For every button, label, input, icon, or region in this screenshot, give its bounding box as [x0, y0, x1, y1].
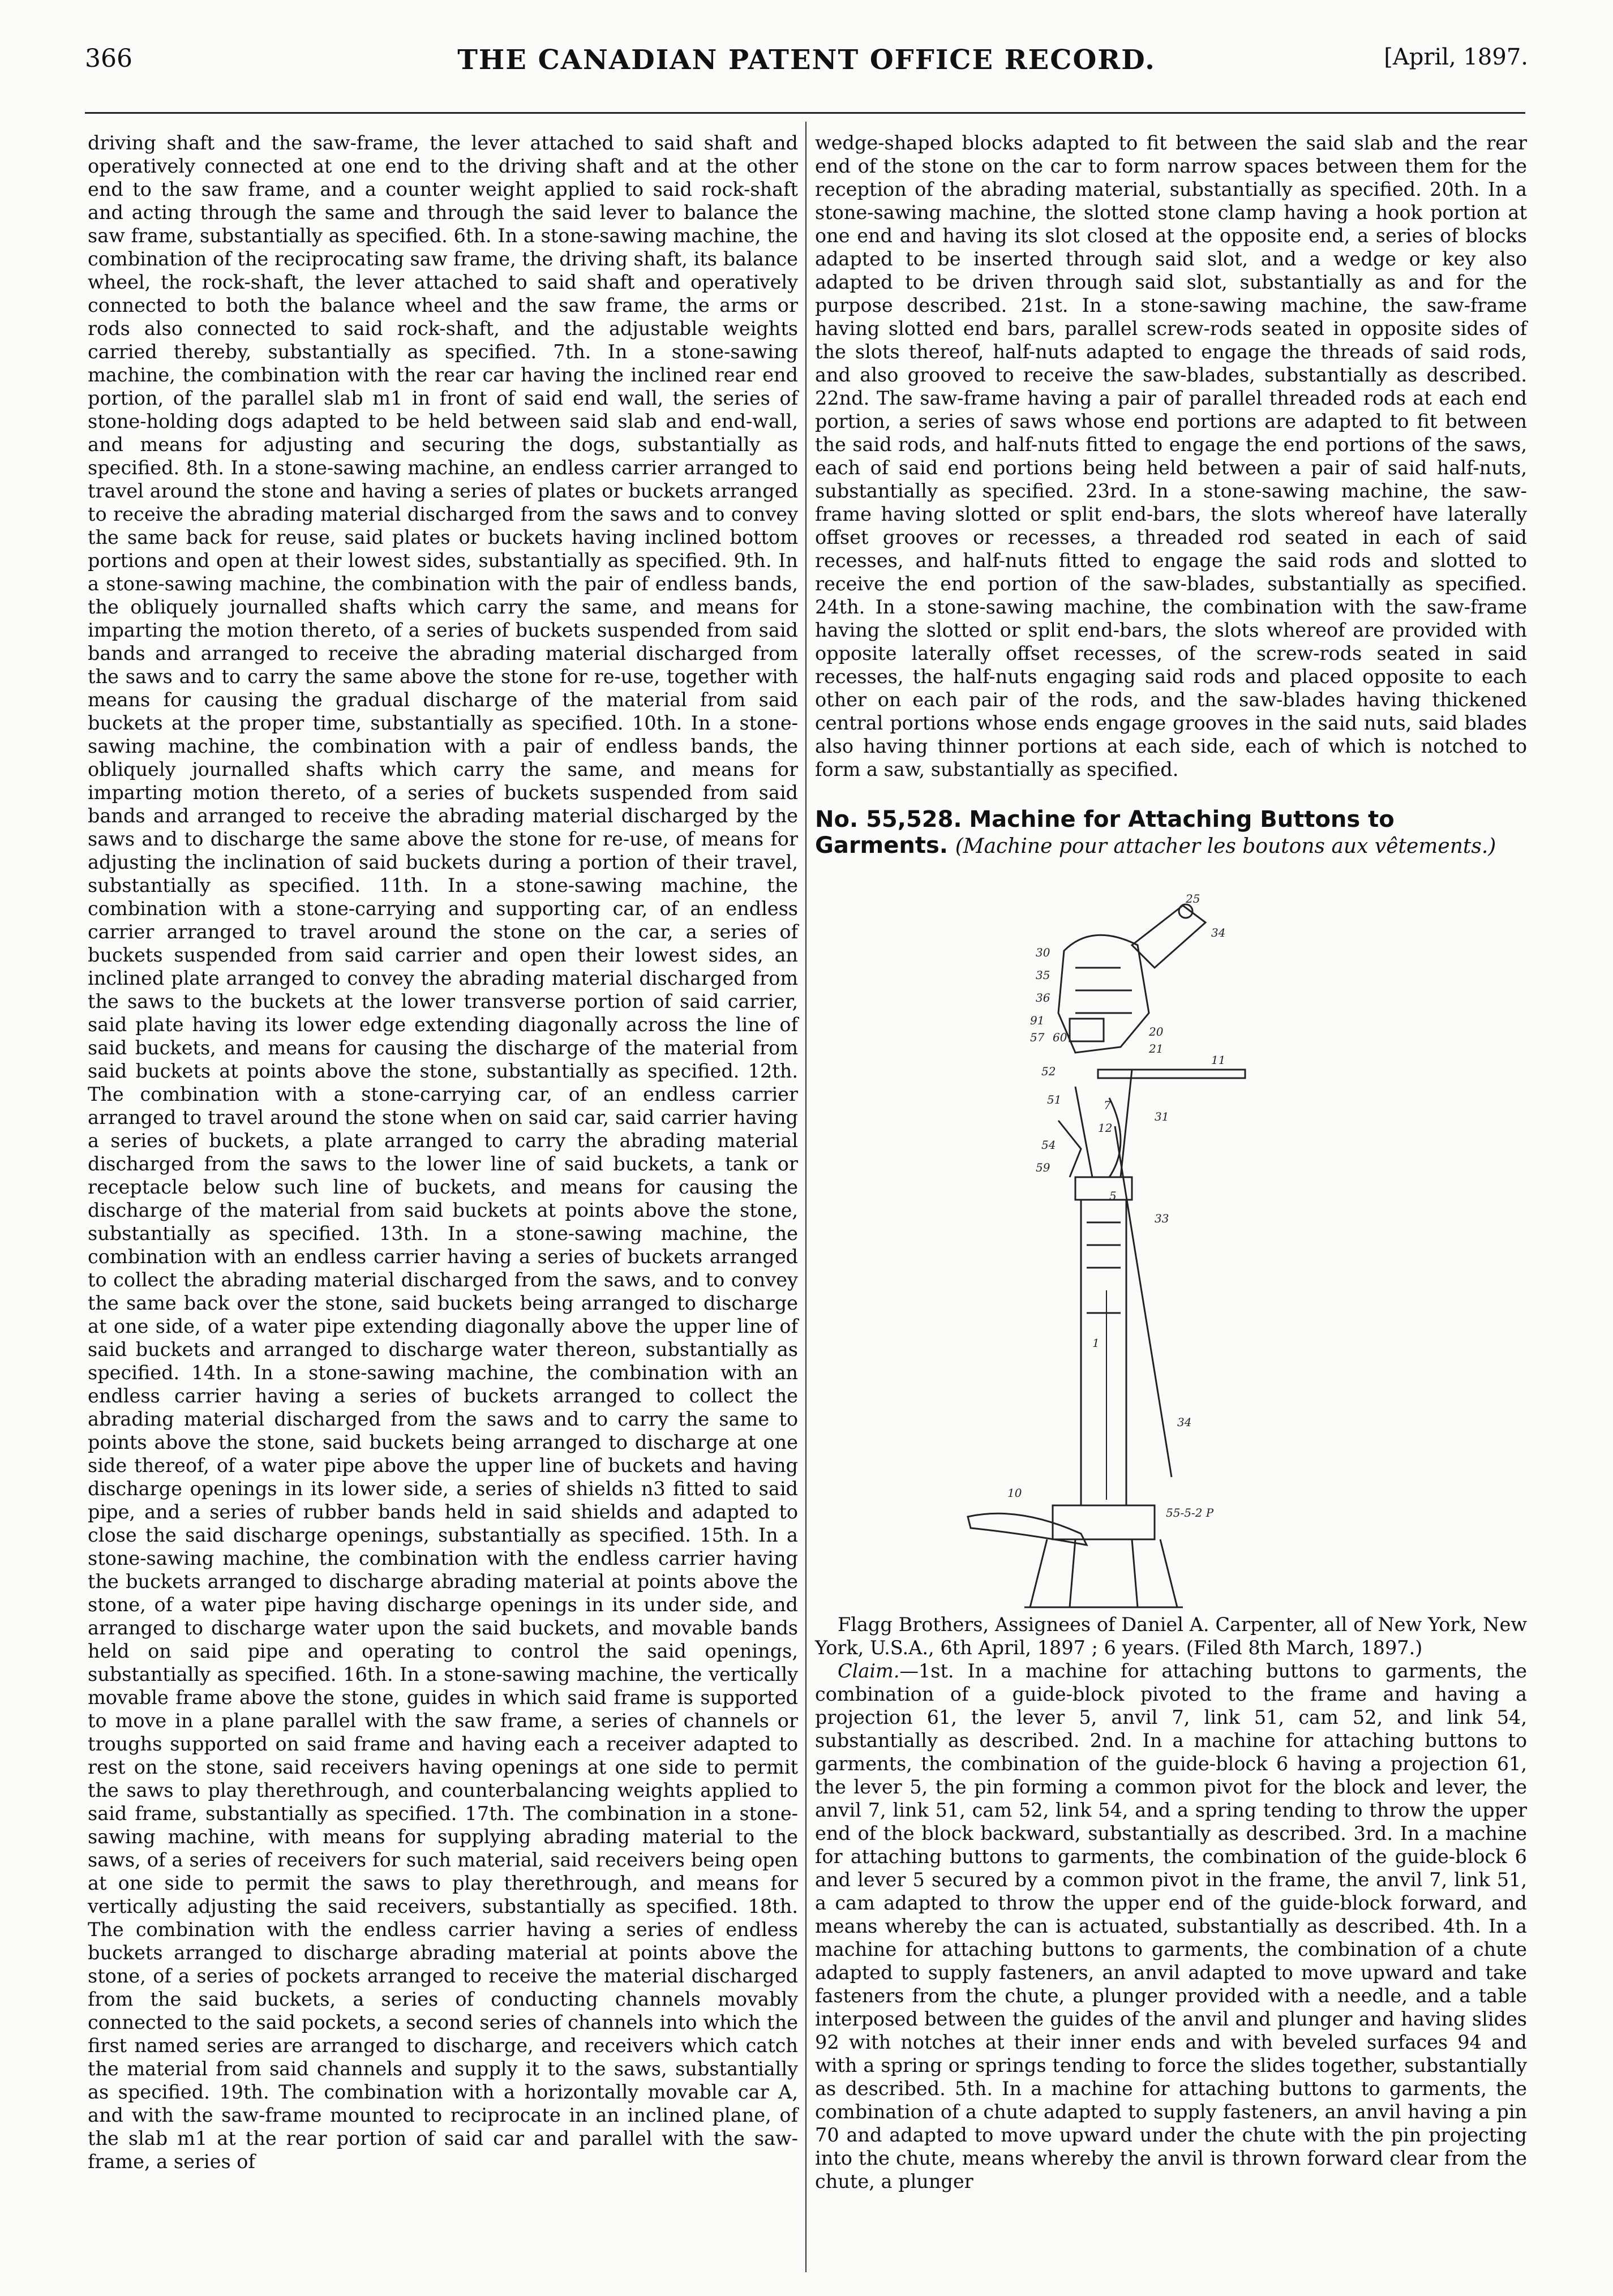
fig-label-20: 20	[1149, 1025, 1164, 1038]
fig-label-33: 33	[1155, 1212, 1169, 1225]
fig-label-21: 21	[1149, 1042, 1164, 1055]
journal-title: THE CANADIAN PATENT OFFICE RECORD.	[457, 44, 1156, 76]
left-column-text: driving shaft and the saw-frame, the lever attached to said shaft and operatively connected at one end to the driving shaft and at the other end to the saw frame, and a counter weight applied to said rock-shaft and acting through the same and through the said lever to balance the saw frame, substantially as specified. 6th. In a stone-sawing machine, the combination of the reciprocating saw frame, the driving shaft, its balance wheel, the rock-shaft, the lever attached to said shaft and operatively connected to both the balance wheel and the saw frame, the arms or rods also connected to said rock-shaft, and the adjustable weights carried thereby, substantially as specified. 7th. In a stone-sawing machine, the combination with the rear car having the inclined rear end portion, of the parallel slab m1 in front of said end wall, the series of stone-holding dogs adapted to be held between said slab and end-wall, and means for adjusting and securing the dogs, substantially as specified. 8th. In a stone-sawing machine, an endless carrier arranged to travel around the stone and having a series of plates or buckets arranged to receive the abrading material discharged from the saws and to convey the same back for reuse, said plates or buckets having inclined bottom portions and open at their lowest sides, substantially as specified. 9th. In a stone-sawing machine, the combination with the pair of endless bands, the obliquely journalled shafts which carry the same, and means for imparting the motion thereto, of a series of buckets suspended from said bands and arranged to receive the abrading material discharged from the saws and to carry the same above the stone for re-use, together with means for causing the gradual discharge of the material from said buckets at the proper time, substantially as specified. 10th. In a stone-sawing machine, the combination with a pair of endless bands, the obliquely journalled shafts which carry the same, and means for imparting motion thereto, of a series of buckets suspended from said bands and arranged to receive the abrading material discharged by the saws and to discharge the same above the stone for re-use, of means for adjusting the inclination of said buckets during a portion of their travel, substantially as specified. 11th. In a stone-sawing machine, the combination with a stone-carrying and supporting car, of an endless carrier arranged to travel around the stone on the car, a series of buckets suspended from said carrier and open their lowest sides, an inclined plate arranged to convey the abrading material discharged from the saws to the buckets at the lower transverse portion of said carrier, said plate having its lower edge extending diagonally across the line of said buckets, and means for causing the discharge of the material from said buckets at points above the stone, substantially as specified. 12th. The combination with a stone-carrying car, of an endless carrier arranged to travel around the stone when on said car, said carrier having a series of buckets, a plate arranged to carry the abrading material discharged from the saws to the lower line of said buckets, a tank or receptacle below such line of buckets, and means for causing the discharge of the material from said buckets at points above the stone, substantially as specified. 13th. In a stone-sawing machine, the combination with an endless carrier having a series of buckets arranged to collect the abrading material discharged from the saws, and to convey the same back over the stone, said buckets being arranged to discharge at one side, of a water pipe extending diagonally above the upper line of said buckets and arranged to discharge water thereon, substantially as specified. 14th. In a stone-sawing machine, the combination with an endless carrier having a series of buckets arranged to collect the abrading material discharged from the saws and to carry the same to points above the stone, said buckets being arranged to discharge at one side thereof, of a water pipe above the upper line of buckets and having discharge openings in its lower side, a series of shields n3 fitted to said pipe, and a series of rubber bands held in said shields and adapted to close the said discharge openings, substantially as specified. 15th. In a stone-sawing machine, the combination with the endless carrier having the buckets arranged to discharge abrading material at points above the stone, of a water pipe having discharge openings in its under side, and arranged to discharge water upon the said buckets, and movable bands held on said pipe and operating to control the said openings, substantially as specified. 16th. In a stone-sawing machine, the vertically movable frame above the stone, guides in which said frame is supported to move in a plane parallel with the saw frame, a series of channels or troughs supported on said frame and having each a receiver adapted to rest on the stone, said receivers having openings at one side to permit the saws to play therethrough, and counterbalancing weights applied to said frame, substantially as specified. 17th. The combination in a stone-sawing machine, with means for supplying abrading material to the saws, of a series of receivers for such material, said receivers being open at one side to permit the saws to play therethrough, and means for vertically adjusting the said receivers, substantially as specified. 18th. The combination with the endless carrier having a series of endless buckets arranged to discharge abrading material at points above the stone, of a series of pockets arranged to receive the material discharged from the said buckets, a series of conducting channels movably connected to the said pockets, a second series of channels into which the first named series are arranged to discharge, and receivers which catch the material from said channels and supply it to the saws, substantially as specified. 19th. The combination with a horizontally movable car A, and with the saw-frame mounted to reciprocate in an inclined plane, of the slab m1 at the rear portion of said car and parallel with the saw-frame, a series of	[88, 132, 798, 2173]
claim-label: Claim.	[838, 1660, 900, 1682]
page-number: 366	[85, 44, 132, 73]
right-column-top	[815, 131, 1527, 781]
fig-label-7: 7	[1104, 1098, 1111, 1112]
fig-label-59: 59	[1036, 1161, 1050, 1174]
issue-date: [April, 1897.	[1384, 44, 1528, 70]
fig-label-10: 10	[1007, 1486, 1022, 1500]
fig-label-1: 1	[1092, 1336, 1100, 1350]
patent-owners: Flagg Brothers, Assignees of Daniel A. Carpenter, all of New York, New York, U.S.A., 6th April, 1897 ; 6 years. (Filed 8th March, 1897.)	[815, 1613, 1527, 1659]
patent-claims	[815, 1659, 1527, 2193]
header-rule	[85, 112, 1525, 114]
fig-label-caption: 55-5-2 P	[1166, 1506, 1214, 1520]
fig-label-54: 54	[1041, 1138, 1056, 1152]
fig-label-5: 5	[1109, 1189, 1117, 1203]
fig-label-34b: 34	[1177, 1415, 1192, 1429]
fig-label-60: 60	[1053, 1031, 1067, 1044]
left-column	[88, 131, 798, 2293]
claim-text: —1st. In a machine for attaching buttons to garments, the combination of a guide-block pivoted to the frame and having a projection 61, the lever 5, anvil 7, link 51, cam 52, and link 54, substantially as described. 2nd. In a machine for attaching buttons to garments, the combination of the guide-block 6 having a projection 61, the lever 5, the pin forming a common pivot for the block and lever, the anvil 7, link 51, cam 52, link 54, and a spring tending to throw the upper end of the block backward, substantially as described. 3rd. In a machine for attaching buttons to garments, the combination of the guide-block 6 and lever 5 secured by a common pivot in the frame, the anvil 7, link 51, a cam adapted to throw the upper end of the guide-block forward, and means whereby the can is actuated, substantially as described. 4th. In a machine for attaching buttons to garments, the combination of a chute adapted to supply fasteners, an anvil adapted to move upward and take fasteners from the chute, a plunger provided with a needle, and a table interposed between the guides of the anvil and plunger and having slides 92 with notches at their inner ends and with beveled surfaces 94 and with a spring or springs tending to force the slides together, substantially as described. 5th. In a machine for attaching buttons to garments, the combination of a chute adapted to supply fasteners, an anvil having a pin 70 and adapted to move upward under the chute with the pin projecting into the chute, means whereby the anvil is thrown forward clear from the chute, a plunger	[815, 1660, 1527, 2192]
fig-label-35: 35	[1036, 968, 1050, 982]
column-divider	[805, 122, 806, 2272]
fig-label-25: 25	[1186, 892, 1200, 905]
patent-title: Machine for Attaching Buttons to Garments.	[815, 806, 1395, 859]
patent-drawing	[962, 883, 1426, 1613]
page-header	[85, 44, 1528, 78]
patent-french-title: (Machine pour attacher les boutons aux vêtements.)	[955, 835, 1496, 858]
fig-label-51: 51	[1047, 1093, 1062, 1106]
button-machine-illustration	[962, 883, 1426, 1613]
fig-label-34: 34	[1211, 926, 1226, 939]
fig-label-91: 91	[1030, 1014, 1045, 1027]
fig-label-52: 52	[1041, 1065, 1056, 1078]
fig-label-30: 30	[1036, 946, 1050, 959]
fig-label-11: 11	[1211, 1053, 1226, 1067]
patent-heading	[815, 806, 1527, 860]
patent-number: No. 55,528.	[815, 806, 962, 832]
fig-label-12: 12	[1098, 1121, 1113, 1135]
fig-label-57: 57	[1030, 1031, 1045, 1044]
fig-label-31: 31	[1155, 1110, 1169, 1123]
right-column-top-text: wedge-shaped blocks adapted to fit between the said slab and the rear end of the stone on the car to form narrow spaces between them for the reception of the abrading material, substantially as specified. 20th. In a stone-sawing machine, the slotted stone clamp having a hook portion at one end and having its slot closed at the opposite end, a series of blocks adapted to be inserted through said slot, and a wedge or key also adapted to be driven through said slot, substantially as and for the purpose described. 21st. In a stone-sawing machine, the saw-frame having slotted end bars, parallel screw-rods seated in opposite sides of the slots thereof, half-nuts adapted to engage the threads of said rods, and also grooved to receive the saw-blades, substantially as described. 22nd. The saw-frame having a pair of parallel threaded rods at each end portion, a series of saws whose end portions are adapted to fit between the said rods, and half-nuts fitted to engage the end portions of the saws, each of said end portions being held between a pair of said half-nuts, substantially as specified. 23rd. In a stone-sawing machine, the saw-frame having slotted or split end-bars, the slots whereof have laterally offset grooves or recesses, a threaded rod seated in each of said recesses, and half-nuts fitted to engage the said rods and slotted to receive the end portion of the saw-blades, substantially as specified. 24th. In a stone-sawing machine, the combination with the saw-frame having the slotted or split end-bars, the slots whereof are provided with opposite laterally offset recesses, of the screw-rods seated in said recesses, the half-nuts engaging said rods and placed opposite to each other on each pair of the rods, and the saw-blades having thickened central portions whose ends engage grooves in the said nuts, said blades also having thinner portions at each side, each of which is notched to form a saw, substantially as specified.	[815, 132, 1527, 780]
patent-body	[815, 1613, 1527, 2193]
fig-label-36: 36	[1036, 991, 1050, 1005]
